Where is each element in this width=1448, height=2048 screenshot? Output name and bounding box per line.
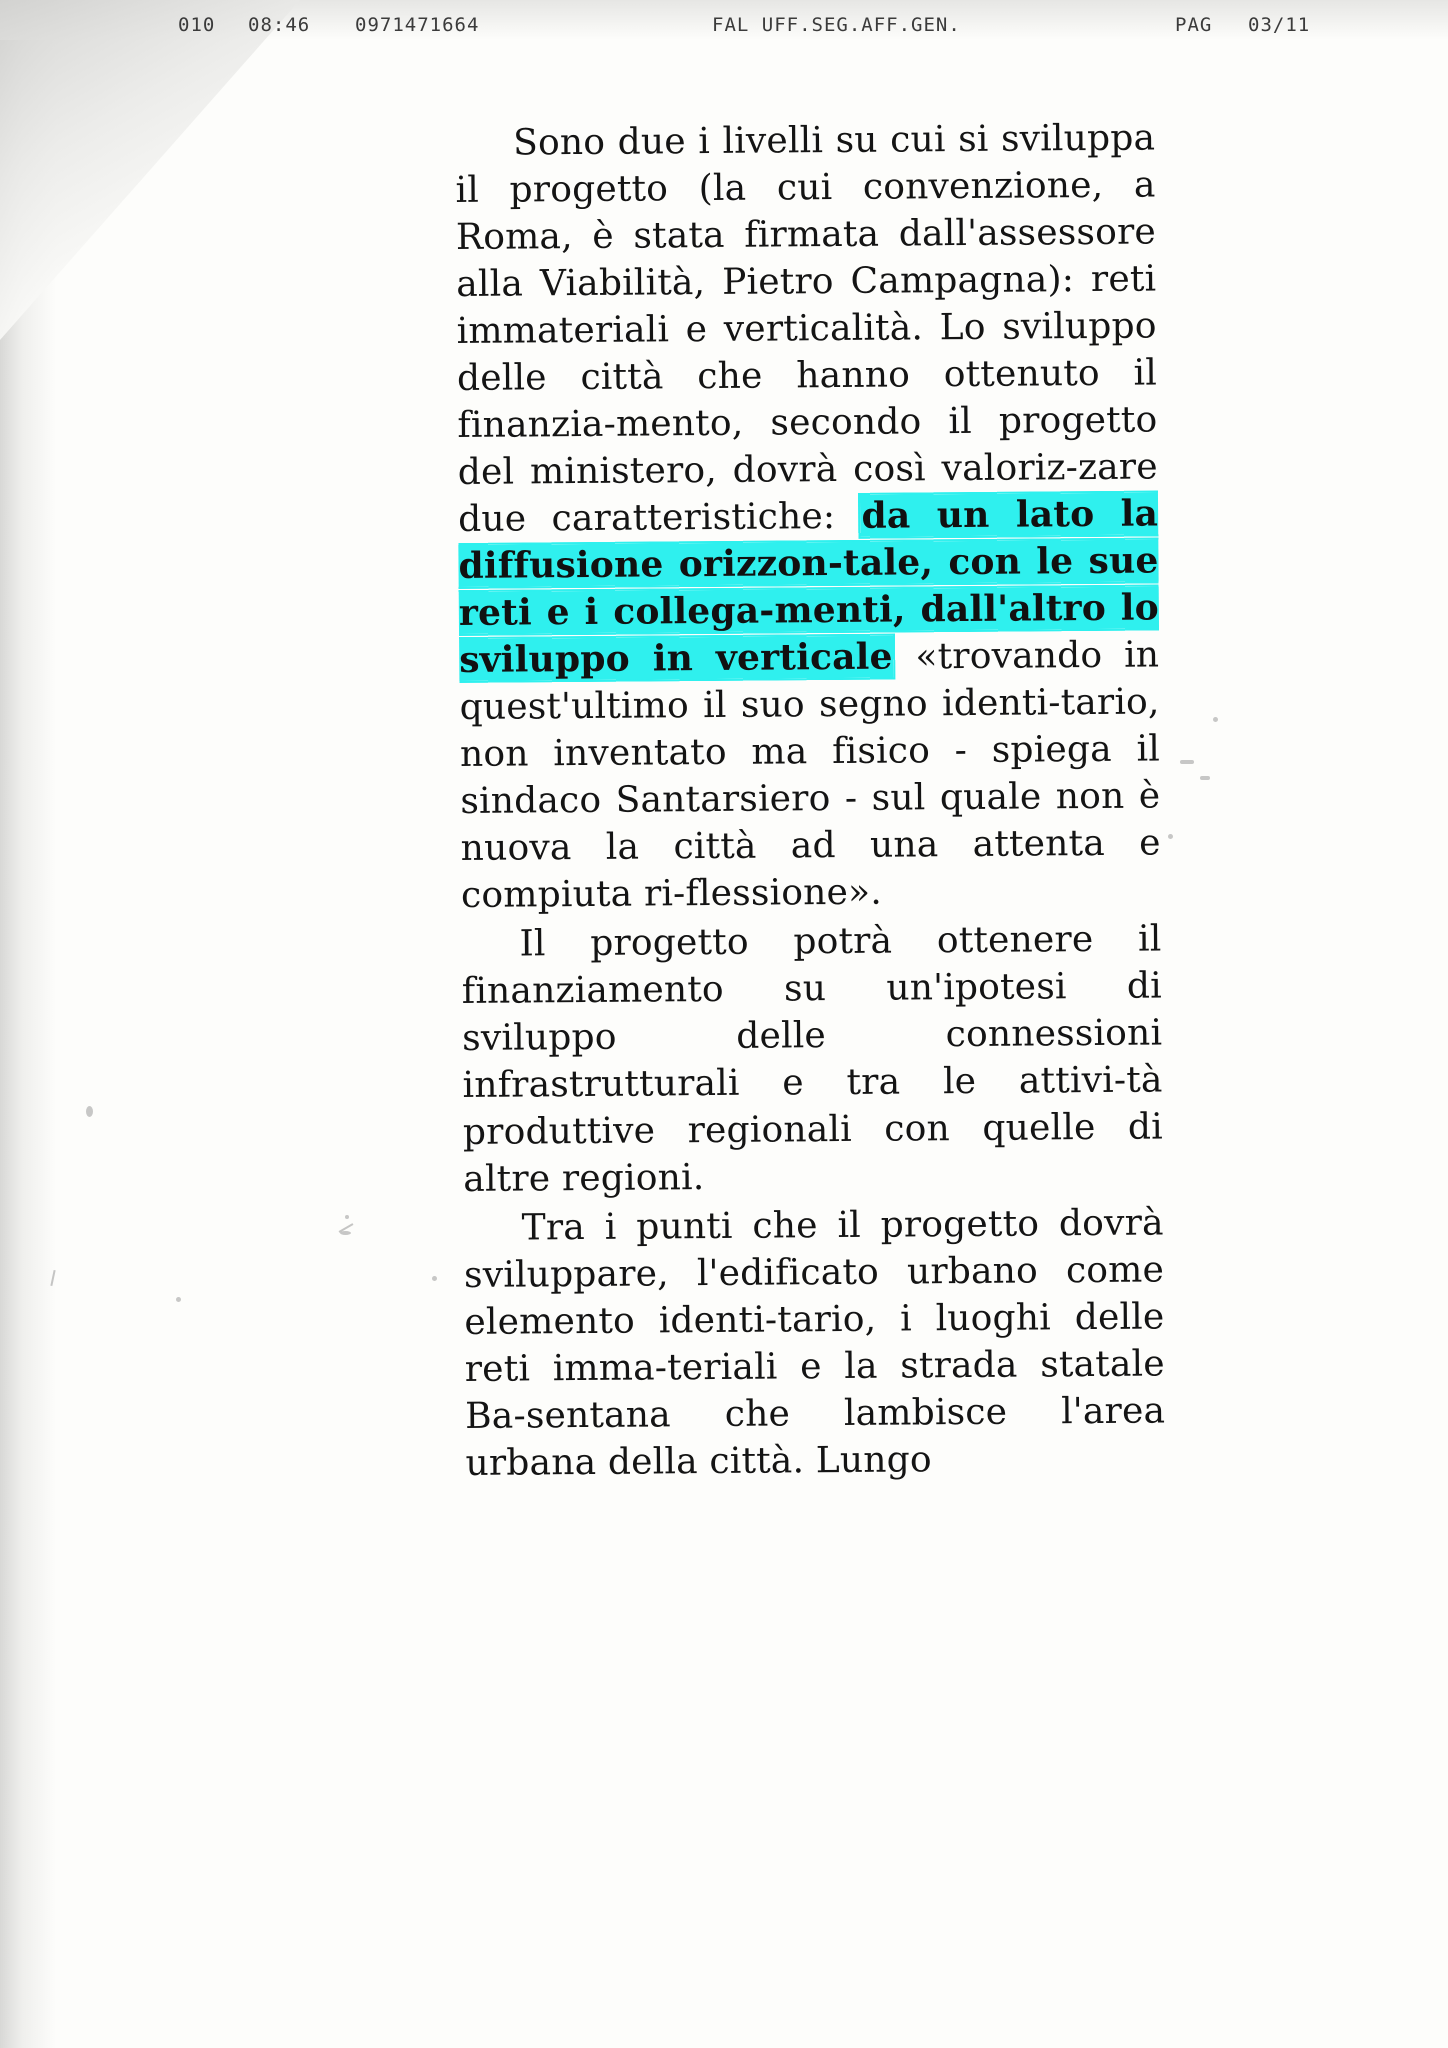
paragraph-1-segment-3: «trovando in quest'ultimo il suo segno identi-tario, non inventato ma fisico - spiega il sindaco Santarsiero - sul quale non è nuova la città ad una attenta e compiuta ri-flessione».: [459, 634, 1161, 916]
article-column: [455, 117, 1166, 1489]
fax-page-label: PAG: [1175, 14, 1213, 36]
paragraph-1-segment-1: Sono due i livelli su cui si sviluppa il progetto (la cui convenzione, a Roma, è stata firmata dall'assessore alla Viabilità, Pietro Campagna): reti immateriali e verticalità. Lo sviluppo delle città che hanno ottenuto il finanzia-mento, secondo il progetto del ministero, dovrà così valoriz-zare due caratteristiche:: [455, 117, 1158, 540]
fax-date: 010: [178, 14, 216, 36]
scan-speck: [1168, 834, 1173, 839]
highlighted-text: da un lato la diffusione orizzon-tale, con le sue reti e i collega-menti, dall'altro lo sviluppo in verticale: [458, 492, 1160, 681]
article-paragraph-3: [464, 1199, 1166, 1486]
scan-speck: [1200, 776, 1210, 780]
paragraph-2-text: Il progetto potrà ottenere il finanziamento su un'ipotesi di sviluppo delle connessioni infrastrutturali e tra le attivi-tà produttive regionali con quelle di altre regioni.: [461, 918, 1164, 1200]
scan-speck: [432, 1276, 437, 1281]
paragraph-3-text: Tra i punti che il progetto dovrà sviluppare, l'edificato urbano come elemento identi-tario, i luoghi delle reti imma-teriali e la strada statale Ba-sentana che lambisce l'area urbana della città. Lungo: [463, 1202, 1166, 1484]
scan-speck: [86, 1106, 93, 1117]
article-paragraph-1: [455, 115, 1161, 919]
fax-number: 0971471664: [355, 14, 480, 36]
scan-speck: [1180, 760, 1194, 764]
fax-page-number: 03/11: [1248, 14, 1311, 36]
page-corner-fold: [0, 0, 300, 340]
scan-speck: [345, 1215, 349, 1219]
scan-speck: [1213, 717, 1218, 722]
article-paragraph-2: [461, 915, 1163, 1202]
scan-speck: [176, 1297, 181, 1302]
fax-header: [0, 14, 1448, 44]
fax-time: 08:46: [248, 14, 311, 36]
fax-office: FAL UFF.SEG.AFF.GEN.: [712, 14, 961, 36]
